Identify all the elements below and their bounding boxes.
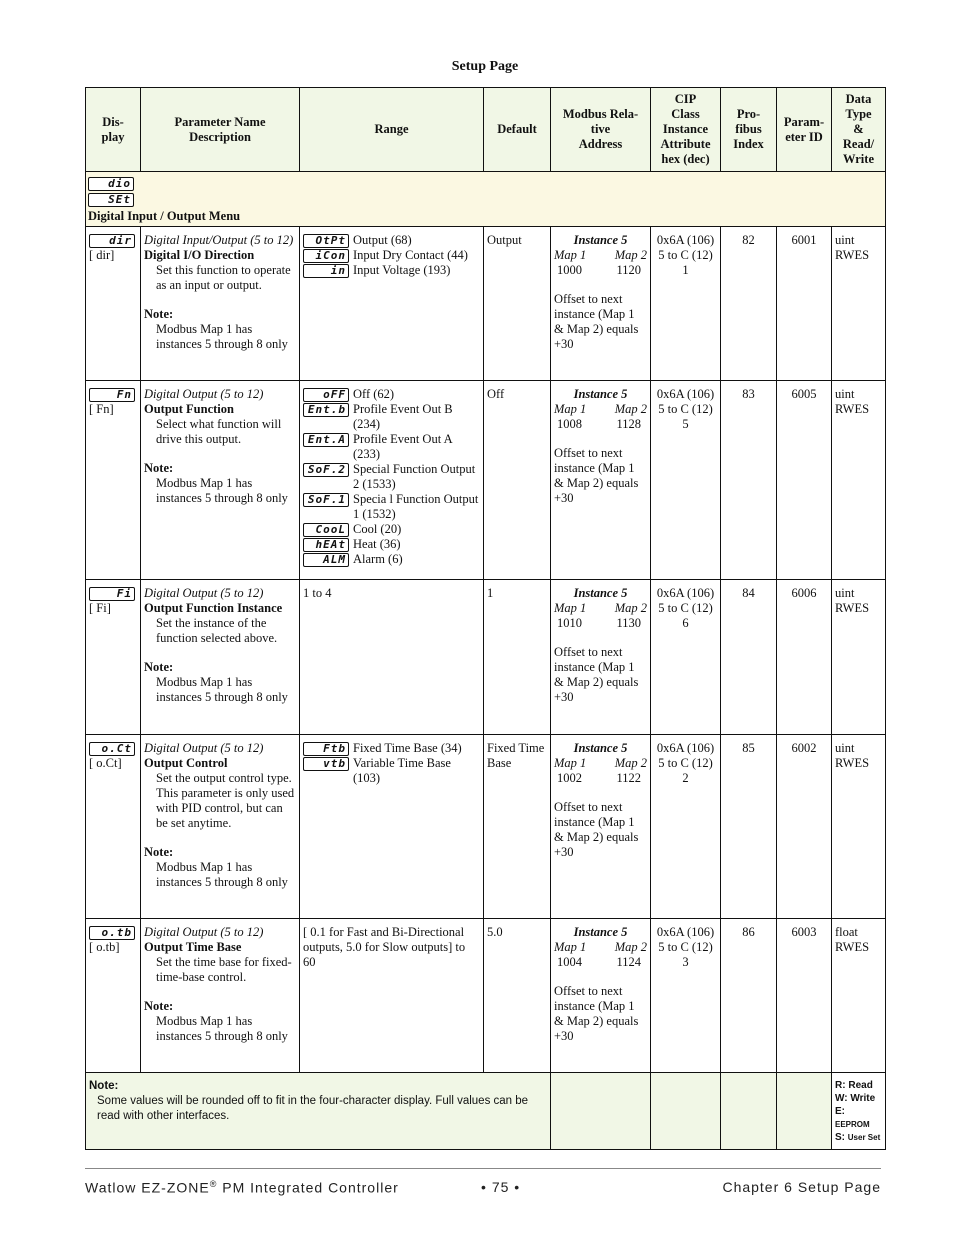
profibus-index: 83 xyxy=(721,381,777,580)
cip-instance: 5 to C (12) xyxy=(658,940,713,955)
lcd-display: oFF xyxy=(303,388,349,402)
map1-address: 1004 xyxy=(557,955,582,970)
default-value: Output xyxy=(484,227,551,381)
profibus-index: 85 xyxy=(721,735,777,919)
offset-text: Offset to next instance (Map 1 & Map 2) equals +30 xyxy=(554,645,639,705)
param-name: Output Function xyxy=(144,402,234,417)
data-type: float xyxy=(835,925,858,940)
lcd-display: dio xyxy=(88,177,134,191)
lcd-display: ALM xyxy=(303,553,349,567)
range-option-label: Profile Event Out A (233) xyxy=(353,432,452,462)
lcd-display: o.Ct xyxy=(89,742,135,756)
cip-attribute: 1 xyxy=(682,263,689,278)
note-label: Note: xyxy=(144,660,174,675)
data-type: uint xyxy=(835,741,855,756)
read-write: RWES xyxy=(835,940,870,955)
map1-label: Map 1 xyxy=(554,940,587,955)
param-description: Set the output control type. This parameter is only used with PID control, but can be set anytime. xyxy=(156,771,295,831)
profibus-index: 84 xyxy=(721,580,777,735)
lcd-display: in xyxy=(303,264,349,278)
param-scope: Digital Output (5 to 12) xyxy=(144,586,264,601)
map1-address: 1010 xyxy=(557,616,582,631)
header-row xyxy=(86,88,886,172)
col-header-data-type: Data Type & Read/ Write xyxy=(832,88,886,172)
lcd-display: Ent.A xyxy=(303,433,349,447)
table-row xyxy=(86,580,886,735)
default-value: Fixed Time Base xyxy=(484,735,551,919)
range-option xyxy=(303,492,480,522)
param-description: Select what function will drive this output. xyxy=(156,417,282,447)
read-write: RWES xyxy=(835,402,870,417)
lcd-display: Ftb xyxy=(303,742,349,756)
display-code: [ Fi] xyxy=(89,601,111,616)
note-label: Note: xyxy=(144,307,174,322)
col-header-default: Default xyxy=(484,88,551,172)
range-option-label: Profile Event Out B (234) xyxy=(353,402,453,432)
range-option xyxy=(303,233,480,248)
cip-class: 0x6A (106) xyxy=(656,925,715,940)
param-scope: Digital Output (5 to 12) xyxy=(144,741,264,756)
cip-instance: 5 to C (12) xyxy=(658,601,713,616)
cip-attribute: 5 xyxy=(682,417,689,432)
param-name: Output Function Instance xyxy=(144,601,283,616)
modbus-instance: Instance 5 xyxy=(573,387,628,402)
table-row xyxy=(86,227,886,381)
parameter-id: 6002 xyxy=(777,735,832,919)
range-text: 1 to 4 xyxy=(303,586,332,601)
param-scope: Digital Output (5 to 12) xyxy=(144,387,264,402)
footnote-row xyxy=(86,1073,886,1150)
display-code: [ o.tb] xyxy=(89,940,120,955)
setup-table xyxy=(85,87,886,1150)
range-option-label: Heat (36) xyxy=(353,537,401,552)
lcd-display: Ent.b xyxy=(303,403,349,417)
range-option xyxy=(303,756,480,786)
lcd-display: SEt xyxy=(88,193,134,207)
modbus-instance: Instance 5 xyxy=(573,586,628,601)
default-value: Off xyxy=(484,381,551,580)
modbus-instance: Instance 5 xyxy=(573,741,628,756)
note-label: Note: xyxy=(144,461,174,476)
modbus-instance: Instance 5 xyxy=(573,925,628,940)
map2-address: 1130 xyxy=(616,616,641,631)
range-option xyxy=(303,522,480,537)
map2-address: 1120 xyxy=(616,263,641,278)
read-write: RWES xyxy=(835,756,870,771)
range-option xyxy=(303,402,480,432)
col-header-parameter: Parameter Name Description xyxy=(141,88,300,172)
menu-title: Digital Input / Output Menu xyxy=(88,209,241,224)
map2-label: Map 2 xyxy=(614,756,647,771)
range-option xyxy=(303,537,480,552)
range-option xyxy=(303,462,480,492)
range-option-label: Off (62) xyxy=(353,387,395,402)
map2-address: 1122 xyxy=(616,771,641,786)
footer-chapter: Chapter 6 Setup Page xyxy=(722,1179,881,1195)
lcd-display: Fn xyxy=(89,388,135,402)
map2-address: 1128 xyxy=(616,417,641,432)
map1-address: 1008 xyxy=(557,417,582,432)
data-type: uint xyxy=(835,586,855,601)
footnote-label: Note: xyxy=(89,1080,119,1093)
offset-text: Offset to next instance (Map 1 & Map 2) equals +30 xyxy=(554,446,639,506)
table-row xyxy=(86,919,886,1073)
read-write: RWES xyxy=(835,248,870,263)
param-description: Set the instance of the function selected above. xyxy=(156,616,278,646)
lcd-display: CooL xyxy=(303,523,349,537)
param-name: Output Control xyxy=(144,756,228,771)
note-label: Note: xyxy=(144,845,174,860)
map2-label: Map 2 xyxy=(614,601,647,616)
note-text: Modbus Map 1 has instances 5 through 8 only xyxy=(156,476,288,506)
col-header-range: Range xyxy=(300,88,484,172)
lcd-display: dir xyxy=(89,234,135,248)
param-scope: Digital Output (5 to 12) xyxy=(144,925,264,940)
offset-text: Offset to next instance (Map 1 & Map 2) equals +30 xyxy=(554,292,639,352)
col-header-modbus: Modbus Rela- tive Address xyxy=(551,88,651,172)
map2-label: Map 2 xyxy=(614,248,647,263)
read-write: RWES xyxy=(835,601,870,616)
footer-product: Watlow EZ-ZONE® PM Integrated Controller xyxy=(85,1179,399,1196)
profibus-index: 86 xyxy=(721,919,777,1073)
range-text: [ 0.1 for Fast and Bi-Directional outputs, 5.0 for Slow outputs] to 60 xyxy=(303,925,466,970)
lcd-display: OtPt xyxy=(303,234,349,248)
param-description: Set the time base for fixed-time-base control. xyxy=(156,955,292,985)
note-text: Modbus Map 1 has instances 5 through 8 only xyxy=(156,675,288,705)
parameter-id: 6001 xyxy=(777,227,832,381)
param-name: Digital I/O Direction xyxy=(144,248,255,263)
param-scope: Digital Input/Output (5 to 12) xyxy=(144,233,294,248)
default-value: 5.0 xyxy=(484,919,551,1073)
range-option-label: Alarm (6) xyxy=(353,552,403,567)
display-code: [ dir] xyxy=(89,248,115,263)
range-option-label: Output (68) xyxy=(353,233,412,248)
map1-address: 1000 xyxy=(557,263,582,278)
page-title: Setup Page xyxy=(451,59,519,74)
profibus-index: 82 xyxy=(721,227,777,381)
lcd-display: iCon xyxy=(303,249,349,263)
lcd-display: SoF.1 xyxy=(303,493,349,507)
range-option xyxy=(303,432,480,462)
col-header-display: Dis- play xyxy=(86,88,141,172)
display-code: [ Fn] xyxy=(89,402,114,417)
cip-instance: 5 to C (12) xyxy=(658,402,713,417)
cip-class: 0x6A (106) xyxy=(656,233,715,248)
lcd-display: hEAt xyxy=(303,538,349,552)
note-text: Modbus Map 1 has instances 5 through 8 only xyxy=(156,322,288,352)
col-header-profibus: Pro- fibus Index xyxy=(721,88,777,172)
range-option-label: Variable Time Base (103) xyxy=(353,756,451,786)
col-header-param-id: Param- eter ID xyxy=(777,88,832,172)
range-option-label: Input Voltage (193) xyxy=(353,263,451,278)
range-option xyxy=(303,741,480,756)
data-type: uint xyxy=(835,387,855,402)
note-label: Note: xyxy=(144,999,174,1014)
range-option-label: Input Dry Contact (44) xyxy=(353,248,468,263)
param-description: Set this function to operate as an input or output. xyxy=(156,263,291,293)
default-value: 1 xyxy=(484,580,551,735)
parameter-id: 6003 xyxy=(777,919,832,1073)
range-option-label: Fixed Time Base (34) xyxy=(353,741,462,756)
menu-row xyxy=(86,172,886,227)
rw-legend: R: Read W: Write E: EEPROM S: User Set xyxy=(832,1073,886,1150)
cip-class: 0x6A (106) xyxy=(656,387,715,402)
map2-label: Map 2 xyxy=(614,940,647,955)
lcd-display: SoF.2 xyxy=(303,463,349,477)
map2-label: Map 2 xyxy=(614,402,647,417)
range-option-label: Specia l Function Output 1 (1532) xyxy=(353,492,479,522)
cip-class: 0x6A (106) xyxy=(656,741,715,756)
note-text: Modbus Map 1 has instances 5 through 8 only xyxy=(156,1014,288,1044)
page-footer xyxy=(85,1168,881,1196)
offset-text: Offset to next instance (Map 1 & Map 2) equals +30 xyxy=(554,800,639,860)
table-row xyxy=(86,381,886,580)
parameter-id: 6006 xyxy=(777,580,832,735)
display-code: [ o.Ct] xyxy=(89,756,122,771)
map1-label: Map 1 xyxy=(554,756,587,771)
lcd-display: o.tb xyxy=(89,926,135,940)
lcd-display: Fi xyxy=(89,587,135,601)
footnote-text: Some values will be rounded off to fit in the four-character display. Full values can be read with other interfaces. xyxy=(97,1095,529,1123)
map1-label: Map 1 xyxy=(554,402,587,417)
cip-attribute: 2 xyxy=(682,771,689,786)
map1-address: 1002 xyxy=(557,771,582,786)
cip-instance: 5 to C (12) xyxy=(658,756,713,771)
range-option xyxy=(303,248,480,263)
cip-class: 0x6A (106) xyxy=(656,586,715,601)
range-option xyxy=(303,552,480,567)
parameter-id: 6005 xyxy=(777,381,832,580)
lcd-display: vtb xyxy=(303,757,349,771)
param-name: Output Time Base xyxy=(144,940,242,955)
cip-attribute: 6 xyxy=(682,616,689,631)
footer-page-number: • 75 • xyxy=(481,1179,521,1195)
range-option xyxy=(303,387,480,402)
note-text: Modbus Map 1 has instances 5 through 8 only xyxy=(156,860,288,890)
map1-label: Map 1 xyxy=(554,601,587,616)
modbus-instance: Instance 5 xyxy=(573,233,628,248)
cip-attribute: 3 xyxy=(682,955,689,970)
cip-instance: 5 to C (12) xyxy=(658,248,713,263)
range-option-label: Cool (20) xyxy=(353,522,402,537)
range-option-label: Special Function Output 2 (1533) xyxy=(353,462,476,492)
map2-address: 1124 xyxy=(616,955,641,970)
data-type: uint xyxy=(835,233,855,248)
offset-text: Offset to next instance (Map 1 & Map 2) equals +30 xyxy=(554,984,639,1044)
map1-label: Map 1 xyxy=(554,248,587,263)
range-option xyxy=(303,263,480,278)
table-row xyxy=(86,735,886,919)
col-header-cip: CIP Class Instance Attribute hex (dec) xyxy=(651,88,721,172)
